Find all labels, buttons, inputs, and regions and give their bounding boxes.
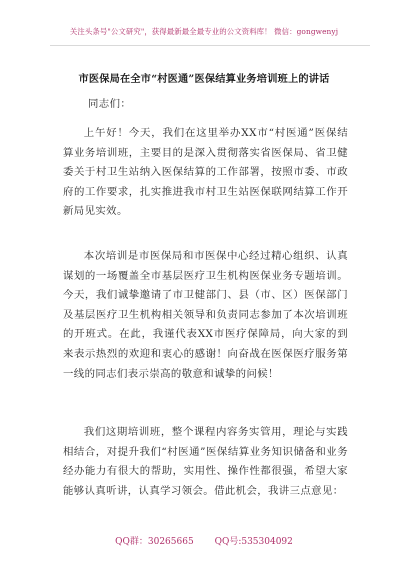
footer-qq-number: QQ号:535304092 (214, 537, 293, 547)
header-notice: 关注头条号"公文研究"，获得最新最全最专业的公文资料库！ 微信：gongwenyj (69, 27, 339, 36)
paragraph-1: 上午好！今天，我们在这里举办XX市“村医通”医保结算业务培训班，主要目的是深入贯彻落实省医保局、省卫健委关于村卫生站纳入医保结算的工作部署，按照市委、市政府的工作要求，扎实推进我市村卫生站医保联网结算工作开新局见实效。 (63, 127, 348, 218)
footer-contact (0, 534, 408, 547)
header-divider (50, 45, 370, 46)
paragraph-3: 我们这期培训班，整个课程内容务实管用，理论与实践相结合，对提升我们“村医通”医保结算业务知识储备和业务经办能力有很大的帮助，实用性、操作性都很强，希望大家能够认真听讲，认真学习领会。借此机会，我讲三点意见： (63, 426, 348, 497)
paragraph-2: 本次培训是市医保局和市医保中心经过精心组织、认真谋划的一场覆盖全市基层医疗卫生机构医保业务专题培训。今天，我们诚挚邀请了市卫健部门、县（市、区）医保部门及基层医疗卫生机构相关领导和负责同志参加了本次培训班的开班式。在此，我谨代表XX市医疗保障局，向大家的到来表示热烈的欢迎和衷心的感谢！向奋战在医保医疗服务第一线的同志们表示崇高的敬意和诚挚的问候！ (63, 250, 348, 380)
footer-qq-group: QQ群：30265665 (115, 537, 194, 547)
salutation: 同志们： (88, 98, 132, 110)
document-title: 市医保局在全市“村医通”医保结算业务培训班上的讲话 (78, 73, 330, 85)
